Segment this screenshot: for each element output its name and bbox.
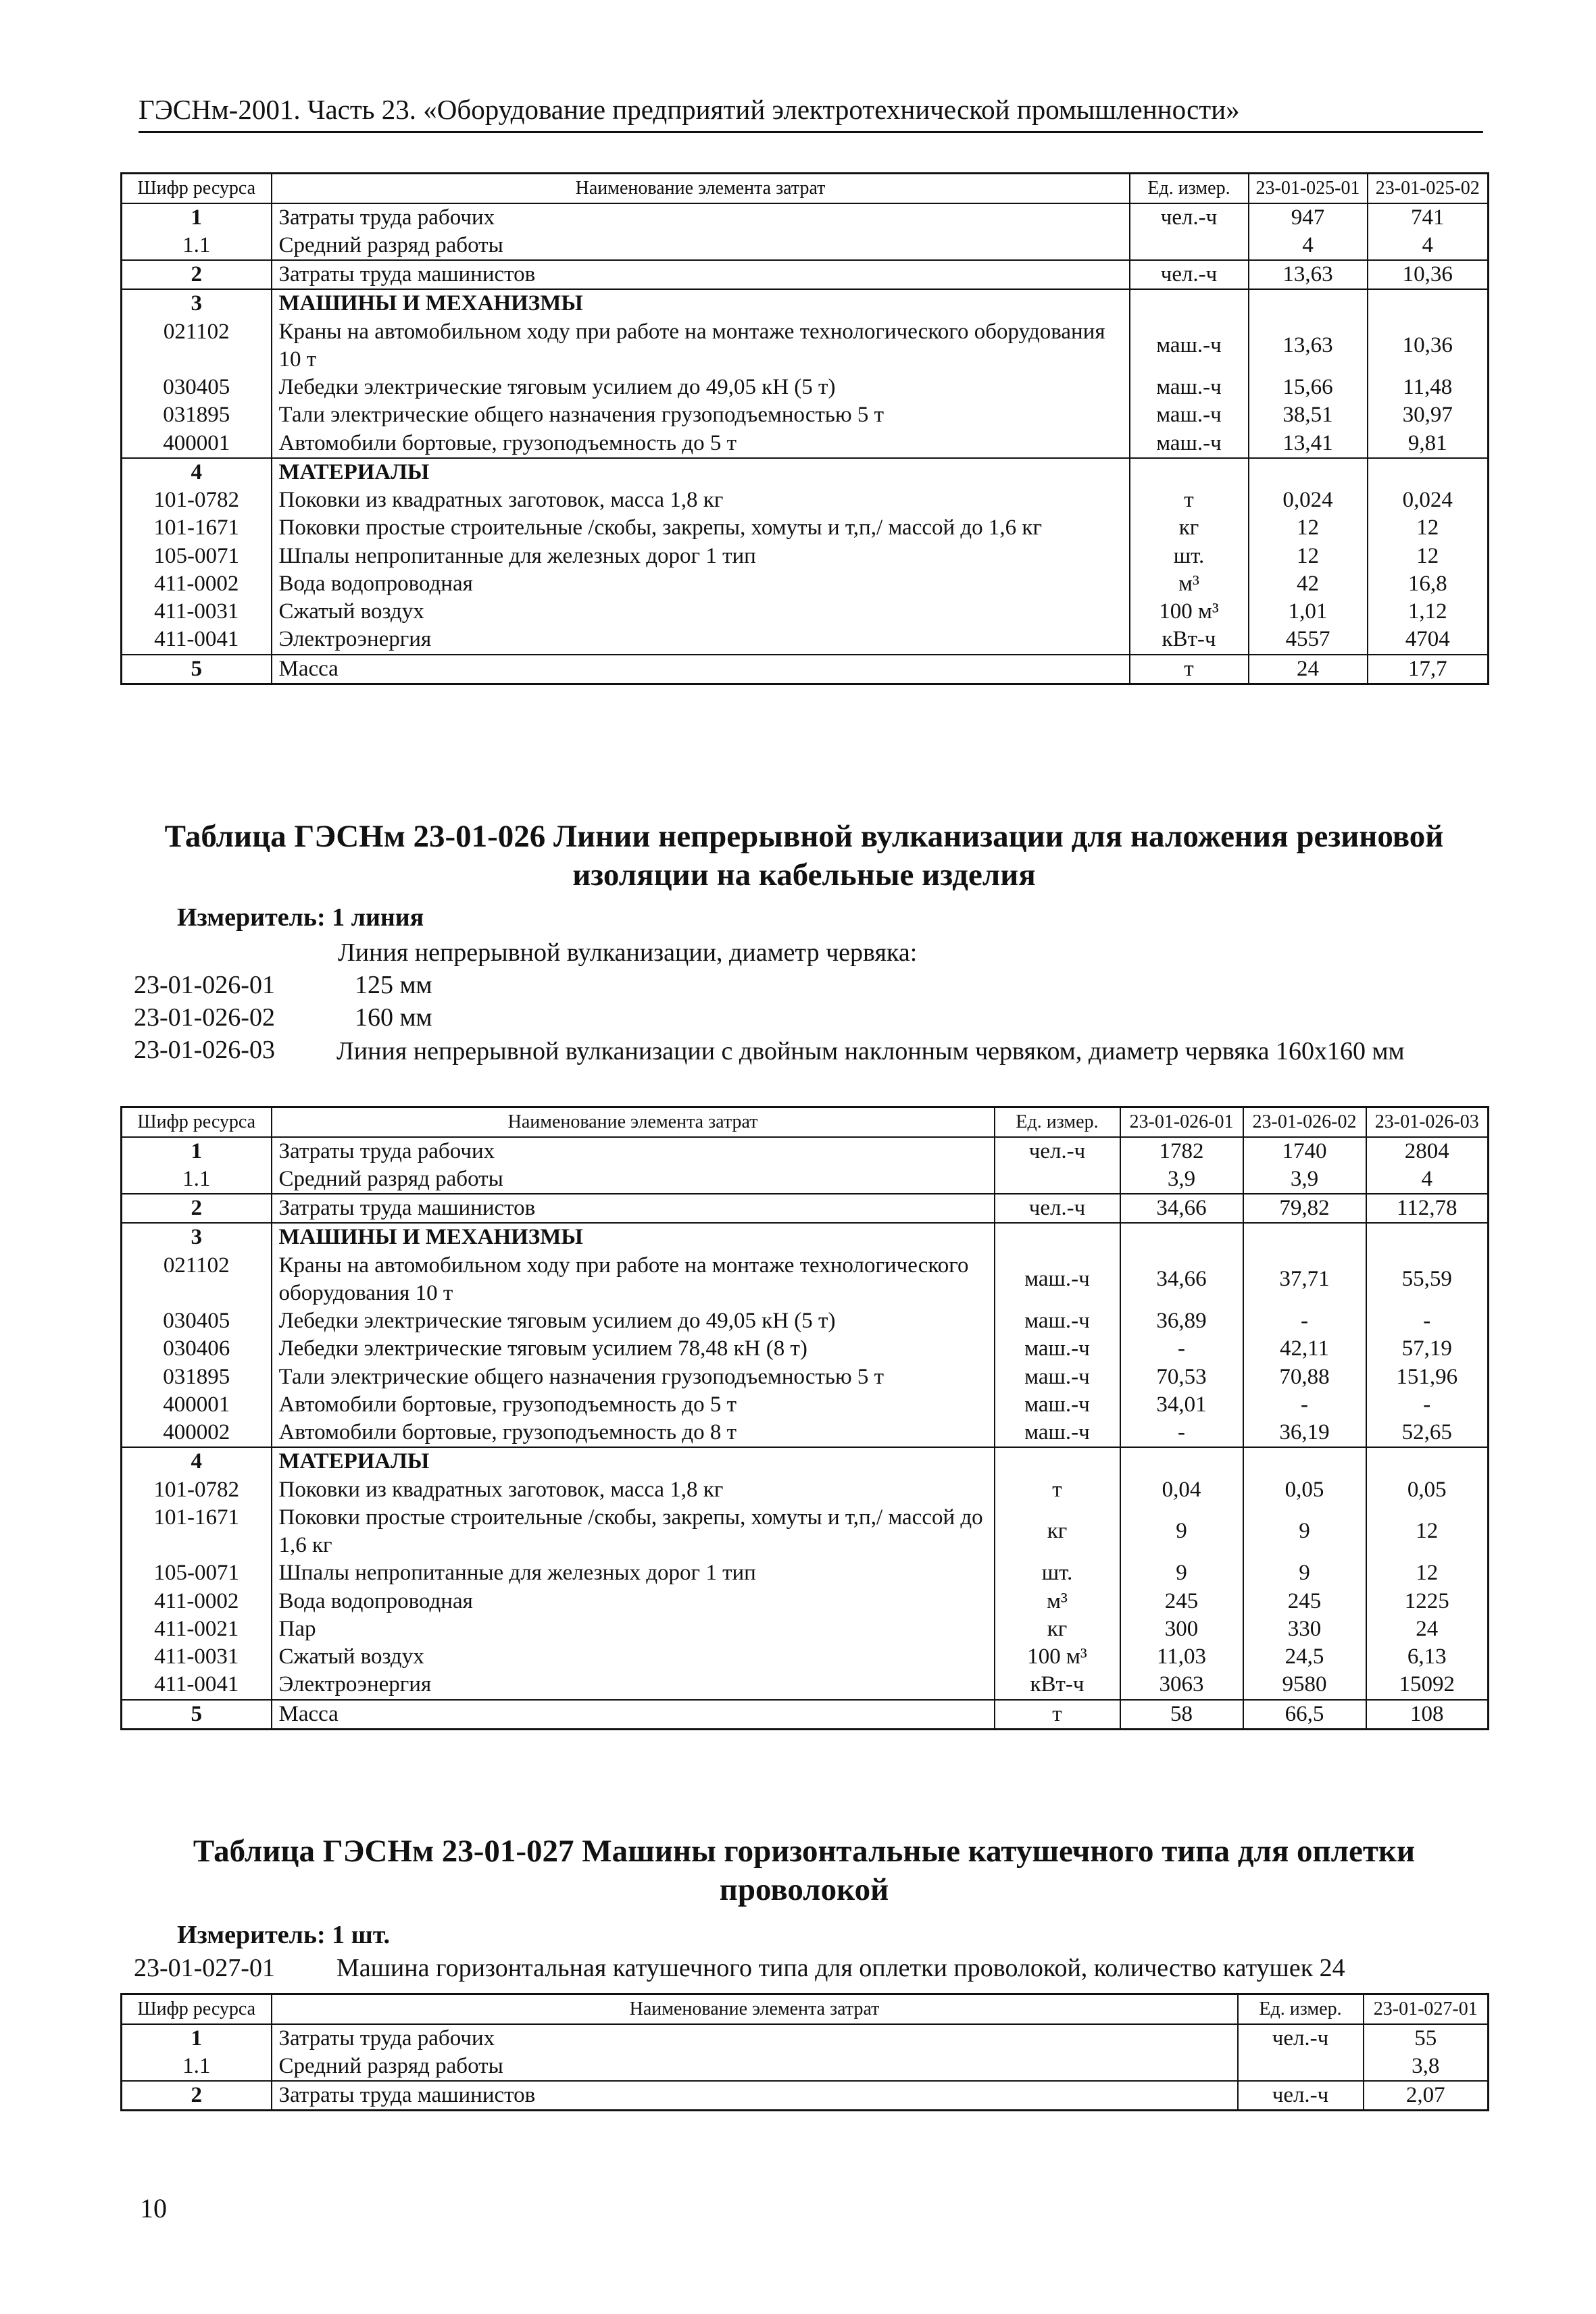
table-row [122, 1391, 1489, 1419]
unit: кВт-ч [995, 1671, 1120, 1699]
cost-element-name: Затраты труда машинистов [272, 1194, 995, 1223]
cost-element-name: Сжатый воздух [272, 598, 1130, 626]
unit: маш.-ч [995, 1419, 1120, 1447]
cost-element-name: Лебедки электрические тяговым усилием до 49,05 кН (5 т) [272, 1307, 995, 1335]
header-code: Шифр ресурса [122, 174, 272, 203]
norm-value: 36,89 [1120, 1307, 1243, 1335]
cost-element-name: Средний разряд работы [272, 232, 1130, 260]
resource-code: 031895 [122, 1363, 272, 1391]
unit: чел.-ч [1130, 260, 1249, 289]
header-unit: Ед. измер. [995, 1107, 1120, 1137]
norm-value [1243, 1223, 1366, 1251]
cost-element-name: Поковки из квадратных заготовок, масса 1,8 кг [272, 486, 1130, 514]
resource-code: 1 [122, 2024, 272, 2053]
resource-table-23-01-026 [120, 1106, 1489, 1730]
norm-value: 16,8 [1368, 570, 1489, 598]
norm-value: 112,78 [1366, 1194, 1489, 1223]
norm-value: 108 [1366, 1700, 1489, 1730]
table-row [122, 1165, 1489, 1194]
table-row [122, 318, 1489, 374]
resource-code: 411-0002 [122, 570, 272, 598]
norm-value: 0,05 [1366, 1476, 1489, 1504]
resource-code: 1.1 [122, 232, 272, 260]
unit [1130, 232, 1249, 260]
header-name: Наименование элемента затрат [272, 1994, 1238, 2024]
resource-code: 2 [122, 1194, 272, 1223]
cost-element-name: Поковки простые строительные /скобы, закрепы, хомуты и т,п,/ массой до 1,6 кг [272, 1504, 995, 1560]
resource-code: 411-0041 [122, 1671, 272, 1699]
cost-element-name: Вода водопроводная [272, 1588, 995, 1615]
header-norm-code: 23-01-026-03 [1366, 1107, 1489, 1137]
resource-code: 400002 [122, 1419, 272, 1447]
norm-value: 36,19 [1243, 1419, 1366, 1447]
norm-value: 57,19 [1366, 1335, 1489, 1363]
unit: маш.-ч [1130, 430, 1249, 458]
resource-code: 411-0041 [122, 626, 272, 654]
measure-23-01-027: Измеритель: 1 шт. [177, 1921, 391, 1949]
norm-value: 30,97 [1368, 401, 1489, 429]
table-row [122, 655, 1489, 684]
norm-value: 12 [1249, 543, 1368, 570]
resource-table-23-01-027 [120, 1993, 1489, 2111]
norm-value: 0,024 [1249, 486, 1368, 514]
unit: т [995, 1476, 1120, 1504]
norm-value: 4704 [1368, 626, 1489, 654]
table-row [122, 430, 1489, 458]
unit: чел.-ч [995, 1194, 1120, 1223]
norm-value: 12 [1366, 1559, 1489, 1587]
resource-code: 2 [122, 260, 272, 289]
measure-23-01-026: Измеритель: 1 линия [177, 903, 424, 932]
resource-code: 1 [122, 203, 272, 232]
norm-value [1243, 1447, 1366, 1476]
norm-value: 3063 [1120, 1671, 1243, 1699]
norm-value [1249, 289, 1368, 318]
resource-code: 1 [122, 1137, 272, 1165]
resource-code: 030405 [122, 374, 272, 401]
unit: т [1130, 655, 1249, 684]
table-row [122, 401, 1489, 429]
norm-value: 17,7 [1368, 655, 1489, 684]
unit: маш.-ч [1130, 318, 1249, 374]
table-row [122, 1223, 1489, 1251]
table-row [122, 1307, 1489, 1335]
norm-value: 34,66 [1120, 1252, 1243, 1308]
unit: маш.-ч [995, 1307, 1120, 1335]
table-row [122, 232, 1489, 260]
table-row [122, 1252, 1489, 1308]
norm-value: 3,9 [1243, 1165, 1366, 1194]
unit: кг [1130, 514, 1249, 542]
cost-element-name: Средний разряд работы [272, 2053, 1238, 2081]
table-row [122, 1700, 1489, 1730]
unit [1130, 289, 1249, 318]
resource-code: 5 [122, 655, 272, 684]
norm-value: 300 [1120, 1615, 1243, 1643]
unit: кг [995, 1615, 1120, 1643]
norm-value: 0,04 [1120, 1476, 1243, 1504]
norm-value: - [1366, 1391, 1489, 1419]
resource-code: 101-1671 [122, 1504, 272, 1560]
cost-element-name: Шпалы непропитанные для железных дорог 1 тип [272, 543, 1130, 570]
resource-code: 031895 [122, 401, 272, 429]
unit: маш.-ч [1130, 401, 1249, 429]
table-row [122, 1559, 1489, 1587]
norm-value: 13,63 [1249, 318, 1368, 374]
table-row [122, 2053, 1489, 2081]
unit: маш.-ч [1130, 374, 1249, 401]
unit: 100 м³ [1130, 598, 1249, 626]
unit: чел.-ч [1238, 2024, 1364, 2053]
norm-value: 70,88 [1243, 1363, 1366, 1391]
cost-element-name: Пар [272, 1615, 995, 1643]
norm-value: 4557 [1249, 626, 1368, 654]
norm-value: 12 [1249, 514, 1368, 542]
norm-value: - [1120, 1335, 1243, 1363]
norm-value: 58 [1120, 1700, 1243, 1730]
resource-code: 105-0071 [122, 543, 272, 570]
unit: шт. [995, 1559, 1120, 1587]
header-code: Шифр ресурса [122, 1994, 272, 2024]
unit: кг [995, 1504, 1120, 1560]
norm-value: 9 [1120, 1504, 1243, 1560]
cost-element-name: Шпалы непропитанные для железных дорог 1 тип [272, 1559, 995, 1587]
cost-element-name: Автомобили бортовые, грузоподъемность до 5 т [272, 430, 1130, 458]
unit: кВт-ч [1130, 626, 1249, 654]
resource-code: 1.1 [122, 1165, 272, 1194]
norm-value: 15,66 [1249, 374, 1368, 401]
table-row [122, 1194, 1489, 1223]
resource-code: 030405 [122, 1307, 272, 1335]
header-row [122, 174, 1489, 203]
resource-code: 411-0002 [122, 1588, 272, 1615]
unit [1238, 2053, 1364, 2081]
cost-element-name: Сжатый воздух [272, 1643, 995, 1671]
norm-value: 42 [1249, 570, 1368, 598]
cost-element-name: Автомобили бортовые, грузоподъемность до 8 т [272, 1419, 995, 1447]
norm-value: 9580 [1243, 1671, 1366, 1699]
norm-value [1366, 1447, 1489, 1476]
table-row [122, 1476, 1489, 1504]
norm-value: 10,36 [1368, 260, 1489, 289]
norm-value: 3,8 [1364, 2053, 1489, 2081]
item-text: 125 мм [355, 971, 432, 999]
norm-value [1120, 1447, 1243, 1476]
cost-element-name: Автомобили бортовые, грузоподъемность до 5 т [272, 1391, 995, 1419]
intro-line: Линия непрерывной вулканизации, диаметр червяка: [338, 938, 918, 967]
cost-element-name: Электроэнергия [272, 626, 1130, 654]
cost-element-name: Затраты труда рабочих [272, 2024, 1238, 2053]
cost-element-name: МАШИНЫ И МЕХАНИЗМЫ [272, 1223, 995, 1251]
page-header: ГЭСНм-2001. Часть 23. «Оборудование предприятий электротехнической промышленности» [139, 93, 1483, 133]
resource-code: 3 [122, 1223, 272, 1251]
header-norm-code: 23-01-025-01 [1249, 174, 1368, 203]
norm-value: 11,48 [1368, 374, 1489, 401]
header-name: Наименование элемента затрат [272, 1107, 995, 1137]
table-row [122, 570, 1489, 598]
item-text: 160 мм [355, 1003, 432, 1032]
item-code: 23-01-026-02 [134, 1003, 275, 1032]
table-row [122, 289, 1489, 318]
norm-value: 4 [1249, 232, 1368, 260]
cost-element-name: Масса [272, 1700, 995, 1730]
table-row [122, 374, 1489, 401]
norm-value: 24,5 [1243, 1643, 1366, 1671]
cost-element-name: Лебедки электрические тяговым усилием 78,48 кН (8 т) [272, 1335, 995, 1363]
resource-code: 1.1 [122, 2053, 272, 2081]
table-row [122, 203, 1489, 232]
cost-element-name: Затраты труда рабочих [272, 203, 1130, 232]
cost-element-name: Поковки из квадратных заготовок, масса 1,8 кг [272, 1476, 995, 1504]
header-norm-code: 23-01-026-02 [1243, 1107, 1366, 1137]
item-code: 23-01-026-01 [134, 971, 275, 999]
resource-code: 4 [122, 458, 272, 486]
table-row [122, 486, 1489, 514]
norm-value: 55 [1364, 2024, 1489, 2053]
norm-value: 42,11 [1243, 1335, 1366, 1363]
cost-element-name: Затраты труда машинистов [272, 2081, 1238, 2111]
unit [995, 1165, 1120, 1194]
norm-value: 13,41 [1249, 430, 1368, 458]
norm-value: - [1243, 1391, 1366, 1419]
norm-value: - [1120, 1419, 1243, 1447]
norm-value: 70,53 [1120, 1363, 1243, 1391]
norm-value: 34,66 [1120, 1194, 1243, 1223]
norm-value: 1,01 [1249, 598, 1368, 626]
header-norm-code: 23-01-025-02 [1368, 174, 1489, 203]
norm-value: 9,81 [1368, 430, 1489, 458]
norm-value: 151,96 [1366, 1363, 1489, 1391]
cost-element-name: Масса [272, 655, 1130, 684]
norm-value [1249, 458, 1368, 486]
table-row [122, 543, 1489, 570]
resource-code: 021102 [122, 318, 272, 374]
norm-value: 66,5 [1243, 1700, 1366, 1730]
resource-code: 101-1671 [122, 514, 272, 542]
norm-value: 6,13 [1366, 1643, 1489, 1671]
cost-element-name: Краны на автомобильном ходу при работе на монтаже технологического оборудования 10 т [272, 318, 1130, 374]
cost-element-name: Средний разряд работы [272, 1165, 995, 1194]
cost-element-name: МАТЕРИАЛЫ [272, 1447, 995, 1476]
norm-value: 52,65 [1366, 1419, 1489, 1447]
table-row [122, 1447, 1489, 1476]
norm-value: 24 [1366, 1615, 1489, 1643]
resource-code: 030406 [122, 1335, 272, 1363]
unit: маш.-ч [995, 1335, 1120, 1363]
resource-table-23-01-025 [120, 172, 1489, 685]
cost-element-name: Лебедки электрические тяговым усилием до 49,05 кН (5 т) [272, 374, 1130, 401]
norm-value: 4 [1368, 232, 1489, 260]
norm-value: 1225 [1366, 1588, 1489, 1615]
header-unit: Ед. измер. [1238, 1994, 1364, 2024]
table-row [122, 1504, 1489, 1560]
norm-value: 12 [1368, 514, 1489, 542]
norm-value: 55,59 [1366, 1252, 1489, 1308]
norm-value: 10,36 [1368, 318, 1489, 374]
norm-value: 15092 [1366, 1671, 1489, 1699]
header-name: Наименование элемента затрат [272, 174, 1130, 203]
norm-value: - [1366, 1307, 1489, 1335]
norm-value: 741 [1368, 203, 1489, 232]
table-row [122, 1137, 1489, 1165]
cost-element-name: Тали электрические общего назначения грузоподъемностью 5 т [272, 1363, 995, 1391]
resource-code: 400001 [122, 430, 272, 458]
table-row [122, 1419, 1489, 1447]
unit [995, 1223, 1120, 1251]
norm-value: 330 [1243, 1615, 1366, 1643]
norm-value: 9 [1243, 1504, 1366, 1560]
table-row [122, 1588, 1489, 1615]
header-unit: Ед. измер. [1130, 174, 1249, 203]
resource-code: 021102 [122, 1252, 272, 1308]
table-row [122, 260, 1489, 289]
table-row [122, 1363, 1489, 1391]
table-row [122, 2024, 1489, 2053]
table-row [122, 598, 1489, 626]
norm-value: 37,71 [1243, 1252, 1366, 1308]
table-row [122, 514, 1489, 542]
resource-code: 4 [122, 1447, 272, 1476]
unit: маш.-ч [995, 1391, 1120, 1419]
unit: т [1130, 486, 1249, 514]
norm-value [1368, 289, 1489, 318]
norm-value: 2,07 [1364, 2081, 1489, 2111]
norm-value: 0,024 [1368, 486, 1489, 514]
norm-value [1120, 1223, 1243, 1251]
page-number: 10 [140, 2193, 167, 2223]
unit: шт. [1130, 543, 1249, 570]
unit: т [995, 1700, 1120, 1730]
resource-code: 101-0782 [122, 1476, 272, 1504]
norm-value: 38,51 [1249, 401, 1368, 429]
norm-value: 9 [1243, 1559, 1366, 1587]
norm-value: 0,05 [1243, 1476, 1366, 1504]
resource-code: 411-0031 [122, 1643, 272, 1671]
unit [995, 1447, 1120, 1476]
norm-value: 1740 [1243, 1137, 1366, 1165]
table-row [122, 626, 1489, 654]
header-norm-code: 23-01-026-01 [1120, 1107, 1243, 1137]
header-row [122, 1107, 1489, 1137]
table-row [122, 458, 1489, 486]
header-code: Шифр ресурса [122, 1107, 272, 1137]
unit: 100 м³ [995, 1643, 1120, 1671]
resource-code: 3 [122, 289, 272, 318]
resource-code: 101-0782 [122, 486, 272, 514]
resource-code: 2 [122, 2081, 272, 2111]
norm-value: 2804 [1366, 1137, 1489, 1165]
resource-code: 411-0021 [122, 1615, 272, 1643]
header-row [122, 1994, 1489, 2024]
item-code: 23-01-026-03 [134, 1036, 275, 1064]
resource-code: 105-0071 [122, 1559, 272, 1587]
unit: маш.-ч [995, 1363, 1120, 1391]
table-row [122, 1335, 1489, 1363]
norm-value: 12 [1368, 543, 1489, 570]
cost-element-name: МАШИНЫ И МЕХАНИЗМЫ [272, 289, 1130, 318]
norm-value [1366, 1223, 1489, 1251]
norm-value: 9 [1120, 1559, 1243, 1587]
unit: чел.-ч [1238, 2081, 1364, 2111]
norm-value: 947 [1249, 203, 1368, 232]
norm-value [1368, 458, 1489, 486]
table-title-23-01-026: Таблица ГЭСНм 23-01-026 Линии непрерывной вулканизации для наложения резиновой изоляции на кабельные изделия [164, 819, 1444, 893]
cost-element-name: Краны на автомобильном ходу при работе на монтаже технологического оборудования 10 т [272, 1252, 995, 1308]
item-text: Линия непрерывной вулканизации с двойным наклонным червяком, диаметр червяка 160х160 мм [336, 1037, 1405, 1065]
norm-value: 24 [1249, 655, 1368, 684]
resource-code: 400001 [122, 1391, 272, 1419]
unit: м³ [995, 1588, 1120, 1615]
cost-element-name: Электроэнергия [272, 1671, 995, 1699]
header-norm-code: 23-01-027-01 [1364, 1994, 1489, 2024]
table-row [122, 2081, 1489, 2111]
norm-value: 11,03 [1120, 1643, 1243, 1671]
unit: маш.-ч [995, 1252, 1120, 1308]
norm-value: 4 [1366, 1165, 1489, 1194]
item-text: Машина горизонтальная катушечного типа для оплетки проволокой, количество катушек 24 [336, 1954, 1345, 1982]
norm-value: 12 [1366, 1504, 1489, 1560]
norm-value: 1,12 [1368, 598, 1489, 626]
resource-code: 5 [122, 1700, 272, 1730]
unit: м³ [1130, 570, 1249, 598]
item-code: 23-01-027-01 [134, 1954, 275, 1982]
unit: чел.-ч [995, 1137, 1120, 1165]
norm-value: 245 [1243, 1588, 1366, 1615]
cost-element-name: Тали электрические общего назначения грузоподъемностью 5 т [272, 401, 1130, 429]
norm-value: 79,82 [1243, 1194, 1366, 1223]
norm-value: 1782 [1120, 1137, 1243, 1165]
resource-code: 411-0031 [122, 598, 272, 626]
norm-value: 245 [1120, 1588, 1243, 1615]
norm-value: 3,9 [1120, 1165, 1243, 1194]
table-title-23-01-027: Таблица ГЭСНм 23-01-027 Машины горизонтальные катушечного типа для оплетки проволокой [193, 1834, 1416, 1908]
norm-value: - [1243, 1307, 1366, 1335]
norm-value: 34,01 [1120, 1391, 1243, 1419]
unit: чел.-ч [1130, 203, 1249, 232]
table-row [122, 1643, 1489, 1671]
cost-element-name: Вода водопроводная [272, 570, 1130, 598]
cost-element-name: Затраты труда рабочих [272, 1137, 995, 1165]
cost-element-name: Поковки простые строительные /скобы, закрепы, хомуты и т,п,/ массой до 1,6 кг [272, 514, 1130, 542]
norm-value: 13,63 [1249, 260, 1368, 289]
cost-element-name: МАТЕРИАЛЫ [272, 458, 1130, 486]
cost-element-name: Затраты труда машинистов [272, 260, 1130, 289]
unit [1130, 458, 1249, 486]
table-row [122, 1615, 1489, 1643]
table-row [122, 1671, 1489, 1699]
